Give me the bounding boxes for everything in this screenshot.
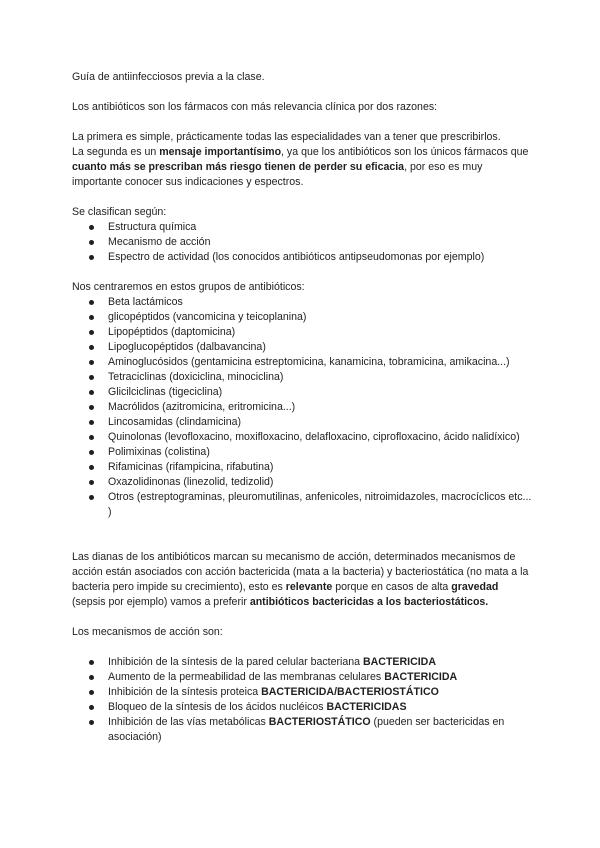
bullet-icon	[89, 420, 94, 425]
bullet-icon	[89, 450, 94, 455]
bullet-icon	[89, 345, 94, 350]
list-item-text: Tetraciclinas (doxiciclina, minociclina)	[108, 371, 284, 383]
targets-text: porque en casos de alta	[332, 581, 452, 593]
list-item	[72, 445, 532, 460]
bullet-icon	[89, 720, 94, 725]
reason-emphasis: cuanto más se prescriban más riesgo tienen de perder su eficacia	[72, 161, 405, 173]
bullet-icon	[89, 360, 94, 365]
list-item-text: Estructura química	[108, 221, 197, 233]
classify-heading: Se clasifican según:	[72, 206, 167, 218]
list-item-text: glicopéptidos (vancomicina y teicoplanina)	[108, 311, 307, 323]
list-item	[72, 385, 532, 400]
bullet-icon	[89, 255, 94, 260]
list-item	[72, 430, 532, 445]
list-item-text: Polimixinas (colistina)	[108, 446, 210, 458]
reason-paragraph	[72, 130, 532, 190]
groups-heading: Nos centraremos en estos grupos de antibióticos:	[72, 281, 305, 293]
targets-text: Las dianas de los antibióticos marcan su mecanismo de acción, determinados mecanismos de acción están asociados con acción bactericida (mata a la bacteria) y bacteriostática (no mata a la bacteria pero impide su crecimiento), esto es	[72, 551, 529, 593]
list-item	[72, 340, 532, 355]
document-title: Guía de antiinfecciosos previa a la clase.	[72, 71, 265, 83]
reason-second-text: , por eso es muy importante conocer sus indicaciones y espectros.	[72, 161, 483, 188]
targets-emphasis: gravedad	[451, 581, 499, 593]
list-item-text: Aumento de la permeabilidad de las membranas celulares	[108, 671, 385, 683]
list-item-text: Macrólidos (azitromicina, eritromicina...)	[108, 401, 296, 413]
mechanism-type: BACTERICIDA/BACTERIOSTÁTICO	[261, 686, 439, 698]
list-item-tail: (pueden ser bactericidas en asociación)	[108, 716, 505, 743]
targets-emphasis: antibióticos bactericidas a los bacteriostáticos.	[249, 596, 489, 608]
mechanism-type: BACTERICIDAS	[326, 701, 407, 713]
list-item	[72, 490, 532, 520]
list-item-text: Glicilciclinas (tigeciclina)	[108, 386, 223, 398]
targets-emphasis: relevante	[285, 581, 333, 593]
bullet-icon	[89, 405, 94, 410]
list-item-text: Beta lactámicos	[108, 296, 183, 308]
list-item	[72, 325, 532, 340]
reason-second-text: La segunda es un	[72, 146, 160, 158]
list-item-text: Espectro de actividad (los conocidos antibióticos antipseudomonas por ejemplo)	[108, 251, 485, 263]
list-item-text: Quinolonas (levofloxacino, moxifloxacino, delafloxacino, ciprofloxacino, ácido nalidíxico)	[108, 431, 520, 443]
mechanisms-heading: Los mecanismos de acción son:	[72, 626, 223, 638]
list-item	[72, 715, 532, 745]
bullet-icon	[89, 435, 94, 440]
list-item-text: Inhibición de la síntesis de la pared celular bacteriana	[108, 656, 363, 668]
list-item	[72, 685, 532, 700]
list-item-text: Bloqueo de la síntesis de los ácidos nucléicos	[108, 701, 327, 713]
list-item	[72, 235, 532, 250]
list-item-text: Lipopéptidos (daptomicina)	[108, 326, 236, 338]
bullet-icon	[89, 330, 94, 335]
bullet-icon	[89, 495, 94, 500]
bullet-icon	[89, 315, 94, 320]
bullet-icon	[89, 690, 94, 695]
bullet-icon	[89, 675, 94, 680]
bullet-icon	[89, 225, 94, 230]
mechanism-type: BACTERICIDA	[384, 671, 458, 683]
list-item	[72, 460, 532, 475]
document-page	[72, 70, 532, 745]
bullet-icon	[89, 465, 94, 470]
list-item	[72, 655, 532, 670]
list-item-text: Lipoglucopéptidos (dalbavancina)	[108, 341, 266, 353]
list-item	[72, 295, 532, 310]
list-item	[72, 400, 532, 415]
list-item-text: Oxazolidinonas (linezolid, tedizolid)	[108, 476, 274, 488]
list-item	[72, 415, 532, 430]
bullet-icon	[89, 240, 94, 245]
list-item-text: Inhibición de la síntesis proteica	[108, 686, 262, 698]
groups-list	[72, 295, 532, 520]
classify-list	[72, 220, 532, 265]
list-item-text: Otros (estreptograminas, pleuromutilinas, anfenicoles, nitroimidazoles, macrocíclicos etc... )	[108, 491, 532, 518]
list-item	[72, 670, 532, 685]
list-item-text: Rifamicinas (rifampicina, rifabutina)	[108, 461, 274, 473]
reason-first: La primera es simple, prácticamente todas las especialidades van a tener que prescribirlos.	[72, 131, 501, 143]
bullet-icon	[89, 375, 94, 380]
list-item	[72, 310, 532, 325]
reason-emphasis: mensaje importantísimo	[159, 146, 282, 158]
targets-paragraph	[72, 550, 532, 610]
mechanism-type: BACTERIOSTÁTICO	[268, 716, 371, 728]
list-item	[72, 475, 532, 490]
list-item-text: Aminoglucósidos (gentamicina estreptomicina, kanamicina, tobramicina, amikacina...)	[108, 356, 510, 368]
targets-text: (sepsis por ejemplo) vamos a preferir	[72, 596, 250, 608]
reason-second-text: , ya que los antibióticos son los únicos fármacos que	[281, 146, 529, 158]
list-item-text: Inhibición de las vías metabólicas	[108, 716, 269, 728]
bullet-icon	[89, 705, 94, 710]
bullet-icon	[89, 300, 94, 305]
list-item	[72, 700, 532, 715]
list-item	[72, 370, 532, 385]
list-item-text: Mecanismo de acción	[108, 236, 211, 248]
bullet-icon	[89, 390, 94, 395]
mechanisms-list	[72, 655, 532, 745]
mechanism-type: BACTERICIDA	[363, 656, 436, 668]
bullet-icon	[89, 660, 94, 665]
list-item	[72, 355, 532, 370]
intro-paragraph: Los antibióticos son los fármacos con más relevancia clínica por dos razones:	[72, 101, 438, 113]
bullet-icon	[89, 480, 94, 485]
list-item	[72, 250, 532, 265]
list-item	[72, 220, 532, 235]
list-item-text: Lincosamidas (clindamicina)	[108, 416, 242, 428]
